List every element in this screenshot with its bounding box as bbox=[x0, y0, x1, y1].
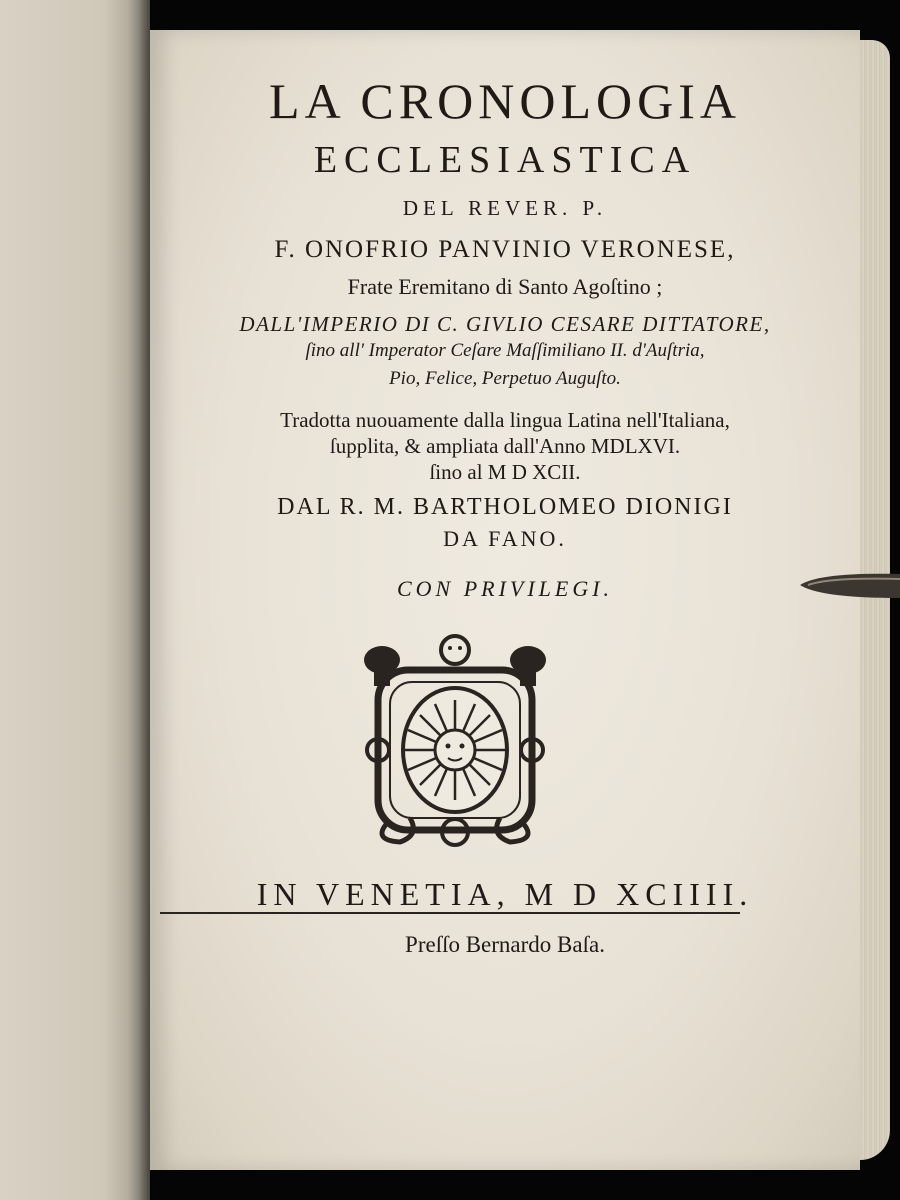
left-page-gutter-shadow bbox=[128, 0, 152, 1200]
metal-clasp-icon bbox=[800, 570, 900, 600]
emperor-line: ſino all' Imperator Ceſare Maſſimiliano II. d'Auſtria, bbox=[305, 340, 705, 361]
translator-line-1: DAL R. M. BARTHOLOMEO DIONIGI bbox=[277, 494, 733, 520]
imprint-city-line: IN VENETIA, M D XCIIII. bbox=[256, 876, 754, 912]
author-line: F. ONOFRIO PANVINIO VERONESE, bbox=[274, 236, 736, 263]
book-title: LA CRONOLOGIA bbox=[269, 73, 741, 129]
title-page bbox=[150, 30, 860, 1170]
imprint-rule bbox=[160, 912, 740, 914]
empire-line: DALL'IMPERIO DI C. GIVLIO CESARE DITTATORE, bbox=[239, 312, 771, 336]
privilege-line: CON PRIVILEGI. bbox=[396, 576, 614, 601]
book-subtitle: ECCLESIASTICA bbox=[313, 139, 697, 181]
order-line: Frate Eremitano di Santo Agoſtino ; bbox=[347, 274, 663, 299]
translation-line-3: ſino al M D XCII. bbox=[429, 460, 581, 484]
translator-line-2: DA FANO. bbox=[443, 526, 567, 551]
translation-line-1: Tradotta nuouamente dalla lingua Latina nell'Italiana, bbox=[280, 408, 730, 432]
pio-line: Pio, Felice, Perpetuo Auguſto. bbox=[389, 368, 621, 389]
printer-line: Preſſo Bernardo Baſa. bbox=[405, 932, 605, 957]
sun-face-woodcut-icon bbox=[360, 620, 550, 850]
rever-line: DEL REVER. P. bbox=[402, 196, 608, 220]
translation-line-2: ſupplita, & ampliata dall'Anno MDLXVI. bbox=[329, 434, 681, 458]
